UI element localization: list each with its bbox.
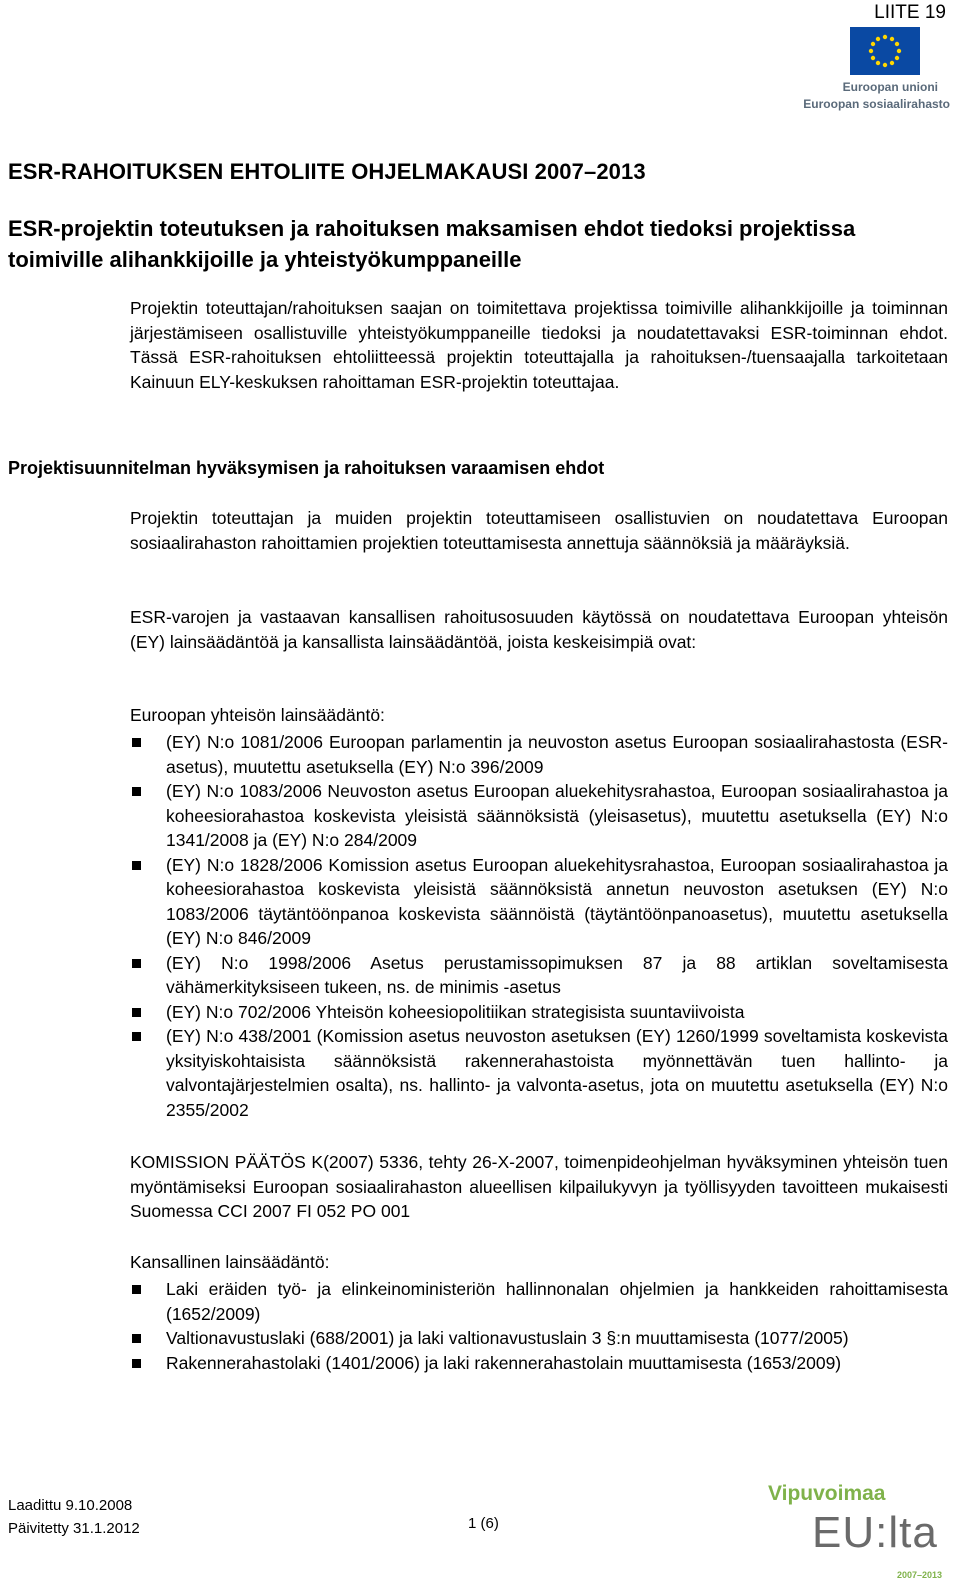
eu-logo — [790, 27, 950, 117]
section-heading: Projektisuunnitelman hyväksymisen ja rahoituksen varaamisen ehdot — [8, 458, 605, 478]
eu-logo-line1: Euroopan unioni — [842, 80, 938, 94]
national-law-list — [130, 1277, 948, 1375]
list-item-text: Valtionavustuslaki (688/2001) ja laki valtionavustuslain 3 §:n muuttamisesta (1077/2005) — [166, 1328, 849, 1348]
eu-logo-line2: Euroopan sosiaalirahasto — [803, 97, 950, 111]
list-item-text: (EY) N:o 1081/2006 Euroopan parlamentin ja neuvoston asetus Euroopan sosiaalirahastosta (ESR-asetus), muutettu asetuksella (EY) N:o 396/2009 — [166, 732, 948, 777]
section-paragraph-2: ESR-varojen ja vastaavan kansallisen rahoitusosuuden käytössä on noudatettava Euroopan yhteisön (EY) lainsäädäntöä ja kansallista lainsäädäntöä, joista keskeisimpiä ovat: — [130, 607, 948, 652]
list-item-text: (EY) N:o 1828/2006 Komission asetus Euroopan aluekehitysrahastoa, Euroopan sosiaalirahastoa ja koheesiorahastoa koskevista yleisistä säännöksistä annetun neuvoston asetuksen (EY) N:o 1083/2006 täytäntöönpanoa koskevista säännöistä (täytäntöönpanoasetus), muutettu asetuksella (EY) N:o 846/2009 — [166, 854, 948, 948]
vipuvoimaa-logo-title: Vipuvoimaa — [768, 1482, 886, 1505]
document-subtitle: ESR-projektin toteutuksen ja rahoituksen maksamisen ehdot tiedoksi projektissa toimiville alihankkijoille ja yhteistyökumppaneille — [8, 216, 856, 272]
bullet-icon — [132, 1285, 141, 1294]
list-item-text: (EY) N:o 702/2006 Yhteisön koheesiopolitiikan strategisista suuntaviivoista — [166, 1001, 745, 1022]
list-item-text: (EY) N:o 1083/2006 Neuvoston asetus Euroopan aluekehitysrahastoa, Euroopan sosiaalirahastoa ja koheesiorahastoa koskevista yleisistä säännöksistä (yleisasetus), muutettu asetuksella (EY) N:o 1341/2008 ja (EY) N:o 284/2009 — [166, 781, 948, 850]
list-item-text: Laki eräiden työ- ja elinkeinoministeriön hallinnonalan ohjelmien ja hankkeiden rahoittamisesta (1652/2009) — [166, 1279, 948, 1324]
bullet-icon — [132, 1334, 141, 1343]
vipuvoimaa-logo-wordmark: EU:lta — [812, 1508, 938, 1557]
national-law-heading: Kansallinen lainsäädäntö: — [130, 1252, 330, 1272]
list-item — [130, 951, 948, 1000]
bullet-icon — [132, 787, 141, 796]
bullet-icon — [132, 1359, 141, 1368]
page-number: 1 (6) — [468, 1515, 499, 1532]
list-item — [130, 1351, 948, 1376]
eu-law-list — [130, 730, 948, 1122]
list-item — [130, 1000, 948, 1025]
footer-updated-date: Päivitetty 31.1.2012 — [8, 1520, 140, 1537]
bullet-icon — [132, 1008, 141, 1017]
footer-created-date: Laadittu 9.10.2008 — [8, 1497, 133, 1514]
list-item — [130, 1277, 948, 1326]
commission-decision: KOMISSION PÄÄTÖS K(2007) 5336, tehty 26-X-2007, toimenpideohjelman hyväksyminen yhteisön tuen myöntämiseksi Euroopan sosiaalirahaston alueellisen kilpailukyvyn ja työllisyyden tavoitteen mukaisesti Suomessa CCI 2007 FI 052 PO 001 — [130, 1152, 948, 1221]
appendix-label: LIITE 19 — [874, 2, 946, 23]
list-item — [130, 730, 948, 779]
section-paragraph-1: Projektin toteuttajan ja muiden projektin toteuttamiseen osallistuvien on noudatettava Euroopan sosiaalirahaston rahoittamien projektien toteuttamisesta annettuja säännöksiä ja määräyksiä. — [130, 508, 948, 553]
list-item — [130, 1326, 948, 1351]
list-item — [130, 853, 948, 951]
bullet-icon — [132, 959, 141, 968]
document-title: ESR-RAHOITUKSEN EHTOLIITE OHJELMAKAUSI 2007–2013 — [8, 159, 646, 184]
list-item-text: (EY) N:o 1998/2006 Asetus perustamissopimuksen 87 ja 88 artiklan soveltamisesta vähämerkityksiseen tukeen, ns. de minimis -asetus — [166, 952, 948, 997]
list-item-text: (EY) N:o 438/2001 (Komission asetus neuvoston asetuksen (EY) 1260/1999 soveltamista koskevista yksityiskohtaisista säännöksistä rakennerahastoista myönnettävän tuen hallinto- ja valvontajärjestelmien osalta), ns. hallinto- ja valvonta-asetus, jota on muutettu asetuksella (EY) N:o 2355/2002 — [166, 1026, 948, 1120]
bullet-icon — [132, 738, 141, 747]
eu-law-heading: Euroopan yhteisön lainsäädäntö: — [130, 705, 385, 725]
vipuvoimaa-logo-years: 2007–2013 — [896, 1570, 942, 1580]
list-item-text: Rakennerahastolaki (1401/2006) ja laki rakennerahastolain muuttamisesta (1653/2009) — [166, 1352, 842, 1373]
intro-paragraph: Projektin toteuttajan/rahoituksen saajan on toimitettava projektissa toimiville alihankkijoille ja toiminnan järjestämiseen osallistuville yhteistyökumppaneille tiedoksi ja noudatettavaksi ESR-toiminnan ehdot. Tässä ESR-rahoituksen ehtoliitteessä projektin toteuttajalla ja rahoituksen-/tuensaajalla tarkoitetaan Kainuun ELY-keskuksen rahoittaman ESR-projektin toteuttajaa. — [130, 298, 948, 392]
eu-flag-icon — [850, 27, 920, 75]
bullet-icon — [132, 861, 141, 870]
list-item — [130, 1024, 948, 1122]
bullet-icon — [132, 1032, 141, 1041]
list-item — [130, 779, 948, 853]
vipuvoimaa-logo — [768, 1482, 948, 1582]
